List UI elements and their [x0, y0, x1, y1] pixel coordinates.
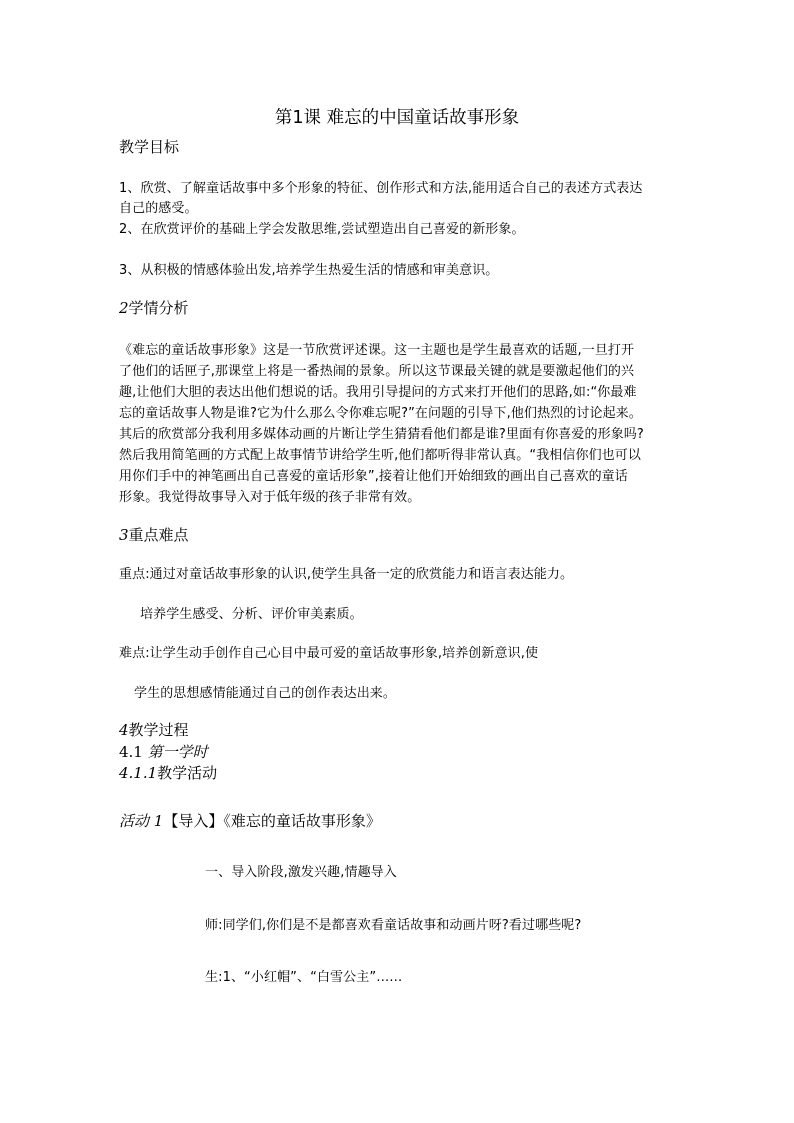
teacher-line: 师:同学们,你们是不是都喜欢看童话故事和动画片呀?看过哪些呢? — [205, 918, 582, 933]
teaching-goals-heading: 教学目标 — [119, 138, 180, 156]
difficulty-point: 难点:让学生动手创作自己心目中最可爱的童话故事形象,培养创新意识,使 — [119, 646, 539, 661]
difficulty-continued: 学生的思想感情能通过自己的创作表达出来。 — [134, 686, 397, 701]
activity-1-title: 【导入】《难忘的童话故事形象》 — [163, 812, 381, 830]
key-point: 重点:通过对童话故事形象的认识,使学生具备一定的欣赏能力和语言表达能力。 — [119, 567, 574, 582]
section-2-heading — [119, 299, 189, 318]
goal-item-3: 3、从积极的情感体验出发,培养学生热爱生活的情感和审美意识。 — [119, 263, 499, 278]
section-3-label: 重点难点 — [128, 526, 189, 544]
goal-item-1-cont: 自己的感受。 — [119, 201, 198, 216]
subsection-4-1 — [119, 743, 208, 762]
section-4-label: 教学过程 — [128, 721, 189, 739]
section-3-heading — [119, 526, 189, 545]
key-point-continued: 培养学生感受、分析、评价审美素质。 — [140, 607, 363, 622]
subsection-4-1-1-label: 教学活动 — [157, 764, 218, 782]
analysis-line: 《难忘的童话故事形象》这是一节欣赏评述课。这一主题也是学生最喜欢的话题,一旦打开 — [119, 343, 635, 358]
analysis-line: 用你们手中的神笔画出自己喜爱的童话形象”,接着让他们开始细致的画出自己喜欢的童话 — [119, 469, 628, 484]
goal-item-1: 1、欣赏、了解童话故事中多个形象的特征、创作形式和方法,能用适合自己的表述方式表达 — [119, 181, 643, 196]
activity-1-heading — [119, 812, 381, 831]
section-2-number: 2 — [119, 299, 129, 317]
student-line: 生:1、“小红帽”、“白雪公主”…… — [205, 970, 403, 985]
analysis-line: 了他们的话匣子,那课堂上将是一番热闹的景象。所以这节课最关键的就是要激起他们的兴 — [119, 364, 635, 379]
analysis-line: 忘的童话故事人物是谁?它为什么那么令你难忘呢?”在问题的引导下,他们热烈的讨论起来。 — [119, 406, 642, 421]
subsection-4-1-number: 4.1 — [119, 743, 148, 761]
section-2-label: 学情分析 — [128, 299, 189, 317]
subsection-4-1-1-number: 4.1.1 — [119, 764, 158, 782]
analysis-line: 形象。我觉得故事导入对于低年级的孩子非常有效。 — [119, 490, 421, 505]
activity-1-label: 活动 1 — [119, 812, 164, 830]
goal-item-2: 2、在欣赏评价的基础上学会发散思维,尝试塑造出自己喜爱的新形象。 — [119, 222, 525, 237]
section-4-number: 4 — [119, 721, 129, 739]
analysis-line: 然后我用简笔画的方式配上故事情节讲给学生听,他们都听得非常认真。“我相信你们也可以 — [119, 448, 641, 463]
analysis-line: 趣,让他们大胆的表达出他们想说的话。我用引导提问的方式来打开他们的思路,如:“你最难 — [119, 385, 637, 400]
section-3-number: 3 — [119, 526, 129, 544]
subsection-4-1-label: 第一学时 — [147, 743, 208, 761]
subsection-4-1-1 — [119, 764, 217, 783]
page-title: 第1课 难忘的中国童话故事形象 — [274, 108, 520, 128]
intro-step-1: 一、导入阶段,激发兴趣,情趣导入 — [205, 865, 397, 880]
section-4-heading — [119, 721, 189, 740]
analysis-line: 其后的欣赏部分我利用多媒体动画的片断让学生猜猜看他们都是谁?里面有你喜爱的形象吗? — [119, 427, 644, 442]
